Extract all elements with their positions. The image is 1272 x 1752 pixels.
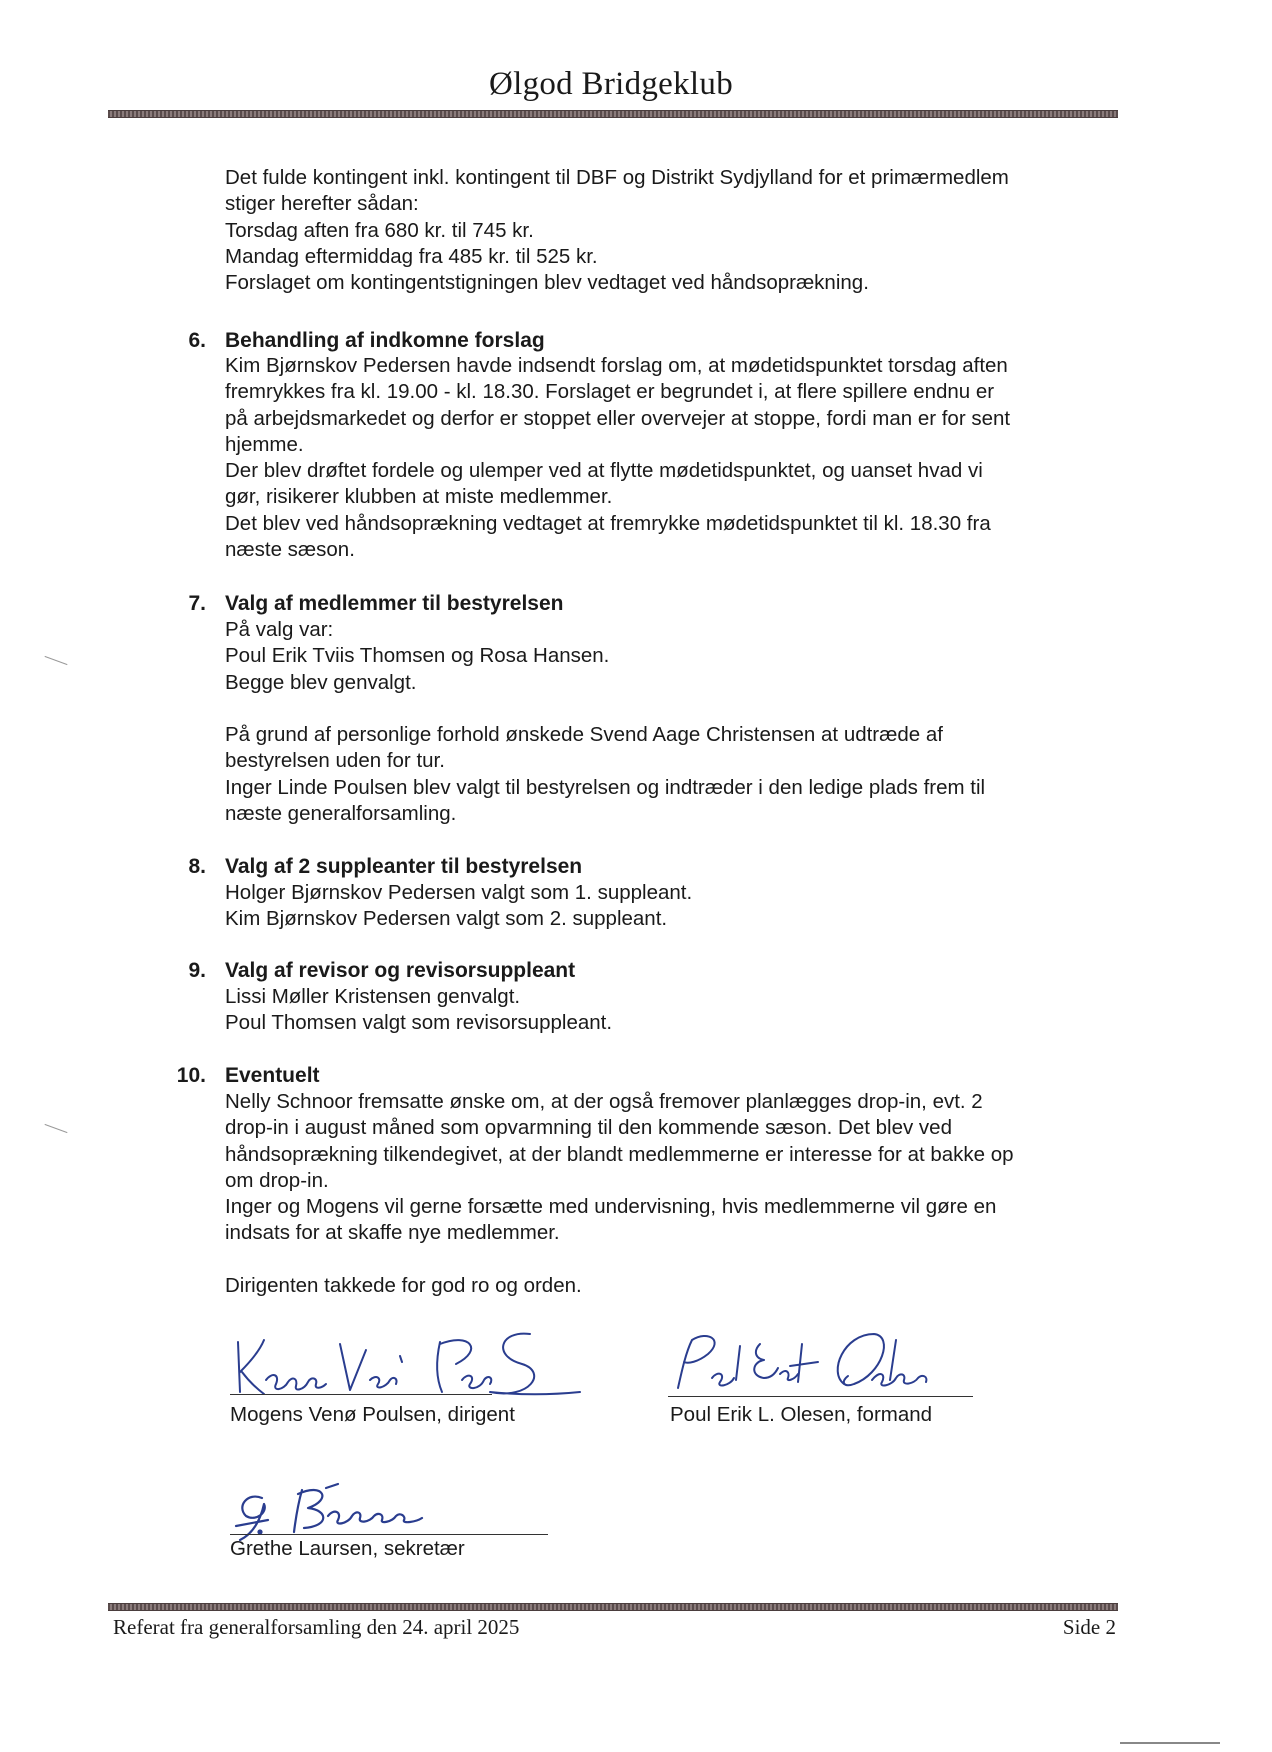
body-line: Inger Linde Poulsen blev valgt til bestyrelsen og indtræder i den ledige plads frem til [225,775,986,799]
section-heading: Valg af 2 suppleanter til bestyrelsen [225,855,583,878]
body-line [225,1247,1125,1273]
intro-line: stiger herefter sådan: [225,192,419,216]
footer-page-number: Side 2 [1062,1615,1116,1639]
section-heading: Valg af medlemmer til bestyrelsen [225,592,564,615]
section-body [225,880,1125,933]
body-line: Det blev ved håndsoprækning vedtaget at fremrykke mødetidspunktet til kl. 18.30 fra [225,511,991,535]
body-line: næste sæson. [225,538,355,562]
body-line: hjemme. [225,432,304,456]
signature-caption: Mogens Venø Poulsen, dirigent [230,1403,515,1426]
intro-paragraph [225,165,1125,296]
body-line: håndsoprækning tilkendegivet, at der blandt medlemmerne er interesse for at bakke op [225,1142,1014,1166]
body-line: Poul Erik Tviis Thomsen og Rosa Hansen. [225,644,610,668]
body-line: gør, risikerer klubben at miste medlemmer. [225,485,613,509]
section-body [225,984,1125,1037]
body-line: Nelly Schnoor fremsatte ønske om, at der også fremover planlægges drop-in, evt. 2 [225,1090,983,1113]
body-line: drop-in i august måned som opvarmning til den kommende sæson. Det blev ved [225,1116,952,1140]
intro-line: Forslaget om kontingentstigningen blev vedtaget ved håndsoprækning. [225,271,869,295]
body-line: Inger og Mogens vil gerne forsætte med undervisning, hvis medlemmerne vil gøre en [225,1195,997,1219]
signature-poul-erik [668,1326,988,1400]
body-line: om drop-in. [225,1168,329,1192]
page-title: Ølgod Bridgeklub [488,66,734,102]
section-number: 7. [188,592,206,615]
section-body [225,617,1125,827]
body-line: indsats for at skaffe nye medlemmer. [225,1221,560,1245]
section-heading: Valg af revisor og revisorsuppleant [225,959,576,982]
body-line: Holger Bjørnskov Pedersen valgt som 1. suppleant. [225,881,693,904]
body-line: På valg var: [225,618,334,641]
section-heading: Eventuelt [225,1064,320,1087]
section-body [225,1089,1125,1299]
section-number: 9. [188,959,206,982]
body-line: Kim Bjørnskov Pedersen havde indsendt forslag om, at mødetidspunktet torsdag aften [225,354,1008,377]
body-line: bestyrelsen uden for tur. [225,749,445,773]
intro-line: Det fulde kontingent inkl. kontingent til DBF og Distrikt Sydjylland for et primærmedlem [225,166,1009,189]
section-number: 8. [188,855,206,878]
body-line: På grund af personlige forhold ønskede Svend Aage Christensen at udtræde af [225,723,943,747]
scan-artifact [45,1124,68,1133]
intro-line: Mandag eftermiddag fra 485 kr. til 525 kr. [225,244,598,268]
header-rule [108,110,1118,118]
signature-line [230,1394,492,1395]
footer-document-title: Referat fra generalforsamling den 24. april 2025 [113,1615,520,1639]
signature-caption: Grethe Laursen, sekretær [230,1537,465,1560]
signature-grethe [228,1476,508,1546]
section-number: 10. [176,1064,206,1087]
body-line: fremrykkes fra kl. 19.00 - kl. 18.30. Forslaget er begrundet i, at flere spillere endnu er [225,380,995,404]
footer-rule [108,1603,1118,1611]
scan-artifact [1120,1742,1220,1744]
scan-artifact [45,656,68,665]
intro-line: Torsdag aften fra 680 kr. til 745 kr. [225,218,534,242]
signature-mogens [230,1320,590,1400]
body-line: Der blev drøftet fordele og ulemper ved at flytte mødetidspunktet, og uanset hvad vi [225,459,983,483]
body-line: Lissi Møller Kristensen genvalgt. [225,985,521,1008]
body-line: Kim Bjørnskov Pedersen valgt som 2. suppleant. [225,907,668,931]
signature-caption: Poul Erik L. Olesen, formand [670,1403,933,1426]
signature-line [230,1534,548,1535]
section-body [225,353,1125,563]
body-line: på arbejdsmarkedet og derfor er stoppet eller overvejer at stoppe, fordi man er for sent [225,406,1011,430]
body-line [225,696,1125,722]
section-number: 6. [188,329,206,352]
signature-line [668,1396,973,1397]
section-heading: Behandling af indkomne forslag [225,329,545,352]
body-line: Poul Thomsen valgt som revisorsuppleant. [225,1011,613,1035]
body-line: Begge blev genvalgt. [225,670,417,694]
body-line: næste generalforsamling. [225,802,457,826]
body-line: Dirigenten takkede for god ro og orden. [225,1274,582,1298]
